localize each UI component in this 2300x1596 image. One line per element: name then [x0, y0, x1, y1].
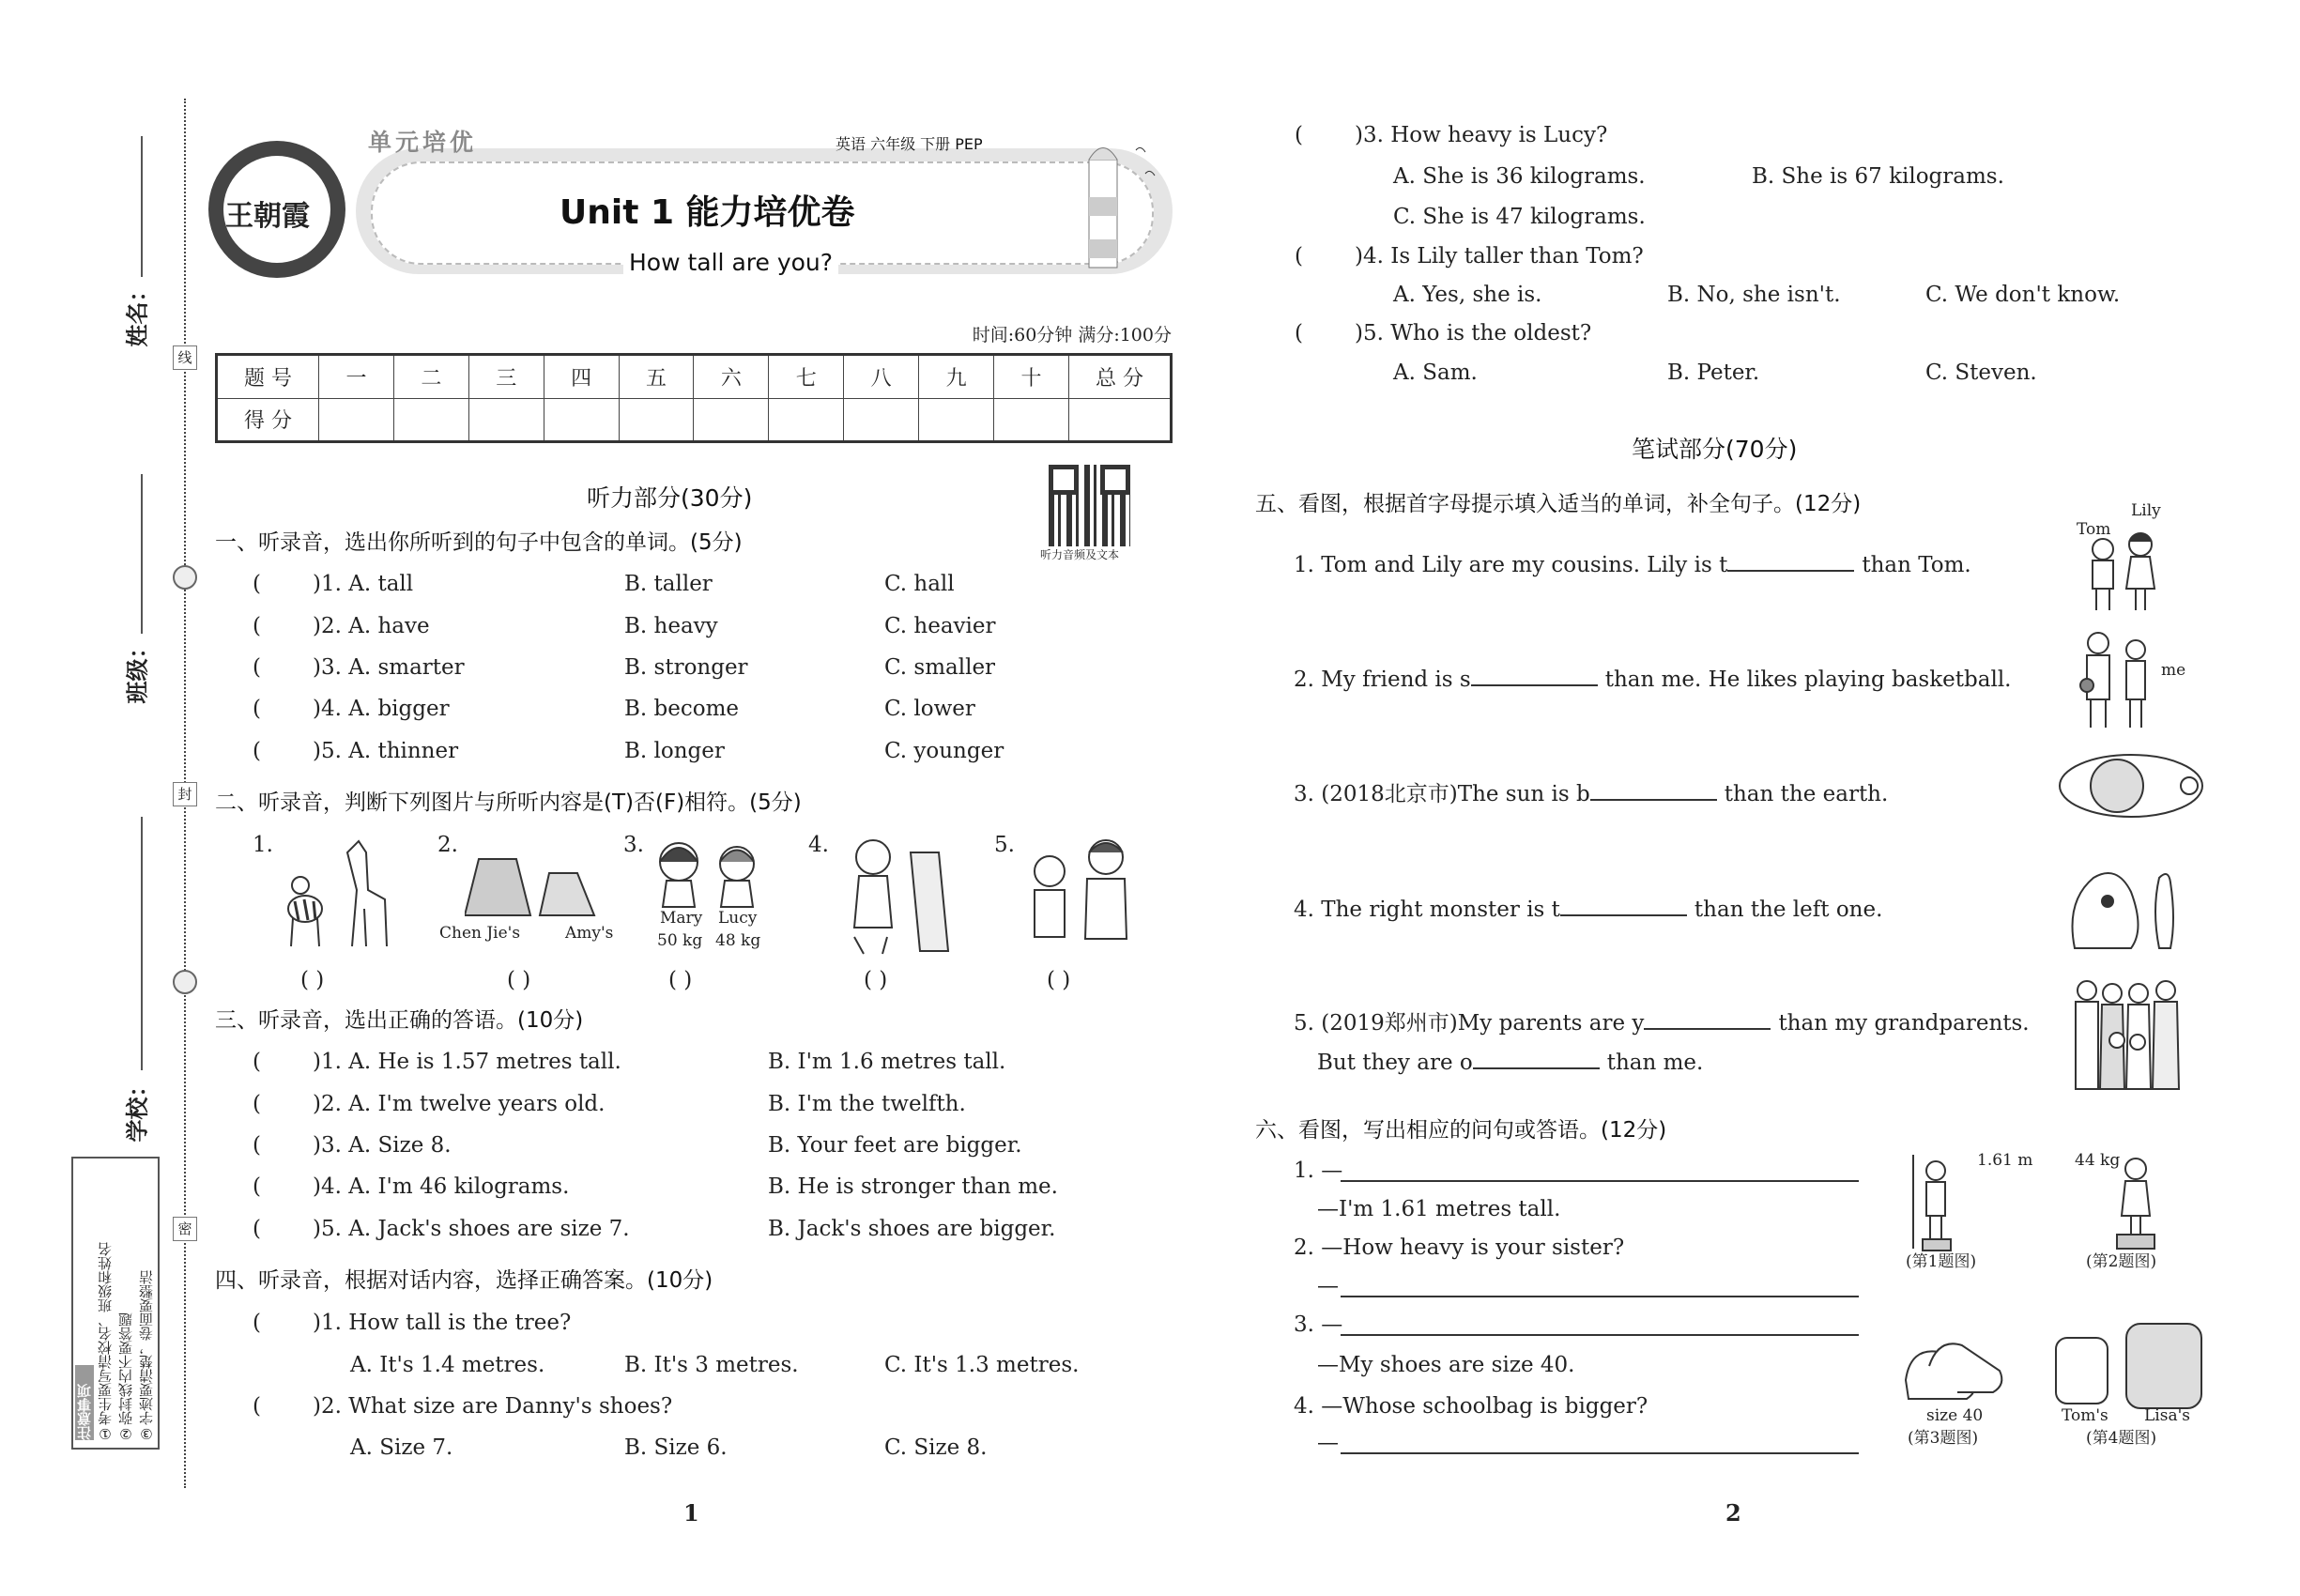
fill-sentence [1294, 892, 1882, 923]
answer-blank[interactable] [1471, 662, 1598, 686]
option-a: A. Size 7. [350, 1435, 453, 1460]
answer-bracket[interactable]: ( [253, 1133, 261, 1158]
shoes-picture [1901, 1328, 2009, 1408]
monsters-picture [2065, 864, 2187, 953]
score-cell[interactable] [393, 398, 468, 442]
score-header-cell: 四 [544, 355, 619, 399]
notice-box [71, 1157, 160, 1450]
score-cell[interactable] [919, 398, 994, 442]
seal-mark: 密 [173, 1217, 197, 1241]
binding-hole-icon [173, 970, 197, 994]
option-b: B. She is 67 kilograms. [1752, 164, 2004, 189]
picture-label-tom: Tom [2077, 520, 2111, 539]
writing-title: 笔试部分(70分) [1632, 436, 1798, 463]
answer-bracket[interactable]: ( ) [668, 968, 693, 992]
option-b: B. heavy [624, 614, 718, 638]
score-header-cell: 八 [844, 355, 919, 399]
listening-title: 听力部分(30分) [587, 484, 753, 512]
option-c: C. She is 47 kilograms. [1393, 205, 1646, 229]
question: )2. What size are Danny's shoes? [313, 1394, 673, 1419]
class-field[interactable] [141, 474, 143, 634]
option-b: B. stronger [624, 655, 748, 680]
sentence-end: than me. [1606, 1051, 1704, 1075]
page-number: 1 [683, 1499, 699, 1527]
picture-label-amy: Amy's [565, 924, 614, 943]
picture-label-weight: 44 kg [2075, 1151, 2121, 1170]
question: )3. How heavy is Lucy? [1355, 123, 1608, 147]
skirts-picture [465, 850, 596, 925]
score-cell[interactable] [694, 398, 769, 442]
answer-bracket[interactable]: ( [253, 739, 261, 763]
answer-blank[interactable] [1473, 1045, 1600, 1069]
question: )1. How tall is the tree? [313, 1311, 572, 1335]
answer-line[interactable] [1341, 1296, 1859, 1297]
page-subtitle: How tall are you? [623, 248, 838, 278]
answer-bracket[interactable]: ( [253, 614, 261, 638]
score-header-cell: 一 [319, 355, 394, 399]
girls-picture [648, 834, 770, 909]
option-b: B. Peter. [1667, 361, 1760, 385]
section-1-heading: 一、听录音，选出你所听到的句子中包含的单词。(5分) [215, 530, 743, 555]
sentence-start: But they are o [1317, 1051, 1473, 1075]
picture-caption: (第4题图) [2086, 1429, 2157, 1448]
picture-number: 2. [437, 833, 458, 857]
score-label: 得 分 [217, 398, 319, 442]
answer-blank[interactable] [1644, 1005, 1771, 1030]
dialogue-line-2: — [1317, 1431, 1339, 1455]
answer-bracket[interactable]: ( [253, 572, 261, 596]
option-c: C. younger [884, 739, 1004, 763]
fill-sentence [1294, 1005, 2030, 1036]
subject-meta: 英语 六年级 下册 PEP [836, 135, 983, 153]
dialogue-line-1: 4. —Whose schoolbag is bigger? [1294, 1394, 1648, 1419]
picture-caption: (第1题图) [1906, 1252, 1977, 1271]
dialogue-line-1: 1. — [1294, 1159, 1343, 1183]
seal-mark: 封 [173, 782, 197, 806]
answer-bracket[interactable]: ( [253, 1050, 261, 1074]
option-c: C. heavier [884, 614, 996, 638]
option-a: )5. A. Jack's shoes are size 7. [313, 1217, 630, 1241]
option-c: C. It's 1.3 metres. [884, 1353, 1080, 1377]
option-b: B. Jack's shoes are bigger. [768, 1217, 1056, 1241]
dialogue-line-2: —My shoes are size 40. [1317, 1353, 1575, 1377]
score-cell[interactable] [994, 398, 1069, 442]
score-cell[interactable] [769, 398, 844, 442]
time-score-info: 时间:60分钟 满分:100分 [972, 325, 1172, 345]
answer-line[interactable] [1341, 1334, 1859, 1336]
picture-number: 5. [994, 833, 1015, 857]
option-c: C. hall [884, 572, 955, 596]
notice-item: ③字迹要清楚，卷面要整洁 [138, 1270, 155, 1442]
score-header-cell: 总 分 [1069, 355, 1172, 399]
notice-title: 注意事项 [75, 1365, 94, 1440]
girl-mirror-picture [831, 834, 958, 956]
score-cell[interactable] [319, 398, 394, 442]
option-b: B. taller [624, 572, 713, 596]
option-a: )1. A. tall [313, 572, 414, 596]
brand-logo-text: 王朝霞 [225, 200, 310, 233]
dialogue-line-2: —I'm 1.61 metres tall. [1317, 1197, 1561, 1221]
option-a: )1. A. He is 1.57 metres tall. [313, 1050, 621, 1074]
zebra-giraffe-picture [282, 834, 399, 956]
picture-caption: (第2题图) [2086, 1252, 2157, 1271]
option-a: A. Sam. [1393, 361, 1478, 385]
option-b: B. become [624, 697, 740, 721]
school-field[interactable] [141, 817, 143, 1070]
answer-bracket[interactable]: ( [1295, 244, 1303, 269]
answer-line[interactable] [1341, 1452, 1859, 1454]
dialogue-line-2: — [1317, 1274, 1339, 1298]
answer-bracket[interactable]: ( ) [1047, 968, 1071, 992]
score-cell[interactable] [544, 398, 619, 442]
option-b: B. No, she isn't. [1667, 283, 1841, 307]
question: )5. Who is the oldest? [1355, 321, 1592, 345]
option-c: C. We don't know. [1925, 283, 2121, 307]
binding-hole-icon [173, 565, 197, 590]
fill-sentence [1294, 776, 1888, 807]
answer-line[interactable] [1341, 1180, 1859, 1182]
answer-bracket[interactable]: ( [253, 1174, 261, 1199]
answer-bracket[interactable]: ( [253, 1311, 261, 1335]
answer-bracket[interactable]: ( [1295, 321, 1303, 345]
notice-item: ②弥封线内不要答题 [117, 1312, 134, 1442]
option-c: C. Steven. [1925, 361, 2037, 385]
answer-blank[interactable] [1727, 547, 1854, 572]
picture-number: 1. [253, 833, 273, 857]
score-header-cell: 五 [619, 355, 694, 399]
score-cell[interactable] [468, 398, 544, 442]
sentence-end: than my grandparents. [1778, 1011, 2030, 1036]
qr-code[interactable] [1049, 465, 1130, 546]
fill-sentence [1317, 1045, 1703, 1076]
score-header-cell: 九 [919, 355, 994, 399]
score-header-cell: 十 [994, 355, 1069, 399]
picture-label-mary: Mary [660, 909, 703, 928]
option-a: )2. A. have [313, 614, 430, 638]
sentence-end: than the earth. [1724, 782, 1889, 806]
score-cell[interactable] [1069, 398, 1172, 442]
section-5-heading: 五、看图，根据首字母提示填入适当的单词，补全句子。(12分) [1255, 492, 1862, 516]
answer-bracket[interactable]: ( [1295, 123, 1303, 147]
option-a: )4. A. bigger [313, 697, 450, 721]
section-6-heading: 六、看图，写出相应的问句或答语。(12分) [1255, 1118, 1667, 1143]
school-label: 学校： [124, 1074, 151, 1143]
friend-me-picture [2079, 629, 2154, 732]
option-b: B. He is stronger than me. [768, 1174, 1058, 1199]
score-table [215, 353, 1173, 443]
sun-earth-picture [2056, 751, 2206, 821]
answer-bracket[interactable]: ( ) [864, 968, 888, 992]
picture-label-chen-jie: Chen Jie's [439, 924, 521, 943]
name-field[interactable] [141, 136, 143, 277]
picture-caption: (第3题图) [1908, 1429, 1979, 1448]
option-a: )2. A. I'm twelve years old. [313, 1092, 606, 1116]
answer-bracket[interactable]: ( [253, 1092, 261, 1116]
page-number: 2 [1725, 1499, 1741, 1527]
name-label: 姓名： [124, 279, 151, 347]
sentence-start: 4. The right monster is t [1294, 898, 1560, 922]
picture-label-lucy-weight: 48 kg [715, 931, 761, 950]
option-a: )4. A. I'm 46 kilograms. [313, 1174, 570, 1199]
option-b: B. I'm the twelfth. [768, 1092, 966, 1116]
dialogue-line-1: 2. —How heavy is your sister? [1294, 1235, 1625, 1260]
option-a: A. Yes, she is. [1393, 283, 1542, 307]
family-picture [2070, 976, 2183, 1094]
picture-number: 3. [623, 833, 644, 857]
option-c: C. Size 8. [884, 1435, 988, 1460]
picture-number: 4. [808, 833, 829, 857]
question: )4. Is Lily taller than Tom? [1355, 244, 1644, 269]
picture-label-height: 1.61 m [1977, 1151, 2033, 1170]
section-3-heading: 三、听录音，选出正确的答语。(10分) [215, 1008, 584, 1033]
fill-sentence [1294, 547, 1971, 578]
dialogue-line-1: 3. — [1294, 1312, 1343, 1337]
option-a: )3. A. Size 8. [313, 1133, 452, 1158]
answer-blank[interactable] [1560, 892, 1687, 916]
sentence-start: 2. My friend is s [1294, 668, 1471, 692]
picture-label-me: me [2161, 661, 2186, 680]
sentence-start: 5. (2019郑州市)My parents are y [1294, 1011, 1645, 1036]
option-b: B. Your feet are bigger. [768, 1133, 1022, 1158]
score-header-row [217, 355, 1172, 399]
fill-sentence [1294, 662, 2012, 693]
option-c: C. lower [884, 697, 975, 721]
score-cell[interactable] [619, 398, 694, 442]
score-header-cell: 题 号 [217, 355, 319, 399]
picture-label-lucy: Lucy [718, 909, 758, 928]
answer-bracket[interactable]: ( [253, 1217, 261, 1241]
section-2-heading: 二、听录音，判断下列图片与所听内容是(T)否(F)相符。(5分) [215, 790, 802, 815]
option-b: B. I'm 1.6 metres tall. [768, 1050, 1006, 1074]
answer-bracket[interactable]: ( ) [507, 968, 531, 992]
teacher-student-picture [1023, 834, 1136, 946]
answer-blank[interactable] [1590, 776, 1717, 801]
qr-caption: 听力音频及文本 [1040, 548, 1120, 561]
score-header-cell: 三 [468, 355, 544, 399]
score-cell[interactable] [844, 398, 919, 442]
picture-label-toms: Tom's [2062, 1406, 2108, 1425]
section-4-heading: 四、听录音，根据对话内容，选择正确答案。(10分) [215, 1268, 713, 1293]
page-title: Unit 1 能力培优卷 [560, 193, 855, 232]
class-label: 班级： [124, 636, 151, 704]
answer-bracket[interactable]: ( [253, 1394, 261, 1419]
answer-bracket[interactable]: ( ) [300, 968, 325, 992]
notice-item: ①考生要写清校名、班级和姓名 [97, 1242, 114, 1442]
sentence-end: than the left one. [1694, 898, 1883, 922]
sentence-start: 1. Tom and Lily are my cousins. Lily is t [1294, 553, 1728, 577]
answer-bracket[interactable]: ( [253, 655, 261, 680]
option-b: B. Size 6. [624, 1435, 728, 1460]
option-a: )3. A. smarter [313, 655, 465, 680]
boy-height-picture [1906, 1150, 1962, 1253]
series-label: 单元培优 [368, 129, 478, 156]
lighthouse-icon [1080, 131, 1164, 272]
schoolbags-picture [2051, 1319, 2216, 1413]
score-header-cell: 二 [393, 355, 468, 399]
score-header-cell: 七 [769, 355, 844, 399]
picture-label-lisas: Lisa's [2144, 1406, 2190, 1425]
sentence-end: than me. He likes playing basketball. [1604, 668, 2012, 692]
option-a: )5. A. thinner [313, 739, 459, 763]
option-b: B. longer [624, 739, 725, 763]
answer-bracket[interactable]: ( [253, 697, 261, 721]
picture-label-shoe-size: size 40 [1926, 1406, 1984, 1425]
option-a: A. She is 36 kilograms. [1393, 164, 1646, 189]
sentence-end: than Tom. [1862, 553, 1971, 577]
picture-label-lily: Lily [2131, 501, 2161, 520]
option-b: B. It's 3 metres. [624, 1353, 799, 1377]
sentence-start: 3. (2018北京市)The sun is b [1294, 782, 1590, 806]
option-c: C. smaller [884, 655, 996, 680]
score-row [217, 398, 1172, 442]
option-a: A. It's 1.4 metres. [350, 1353, 545, 1377]
score-header-cell: 六 [694, 355, 769, 399]
seal-mark: 线 [173, 345, 197, 370]
picture-label-mary-weight: 50 kg [657, 931, 703, 950]
